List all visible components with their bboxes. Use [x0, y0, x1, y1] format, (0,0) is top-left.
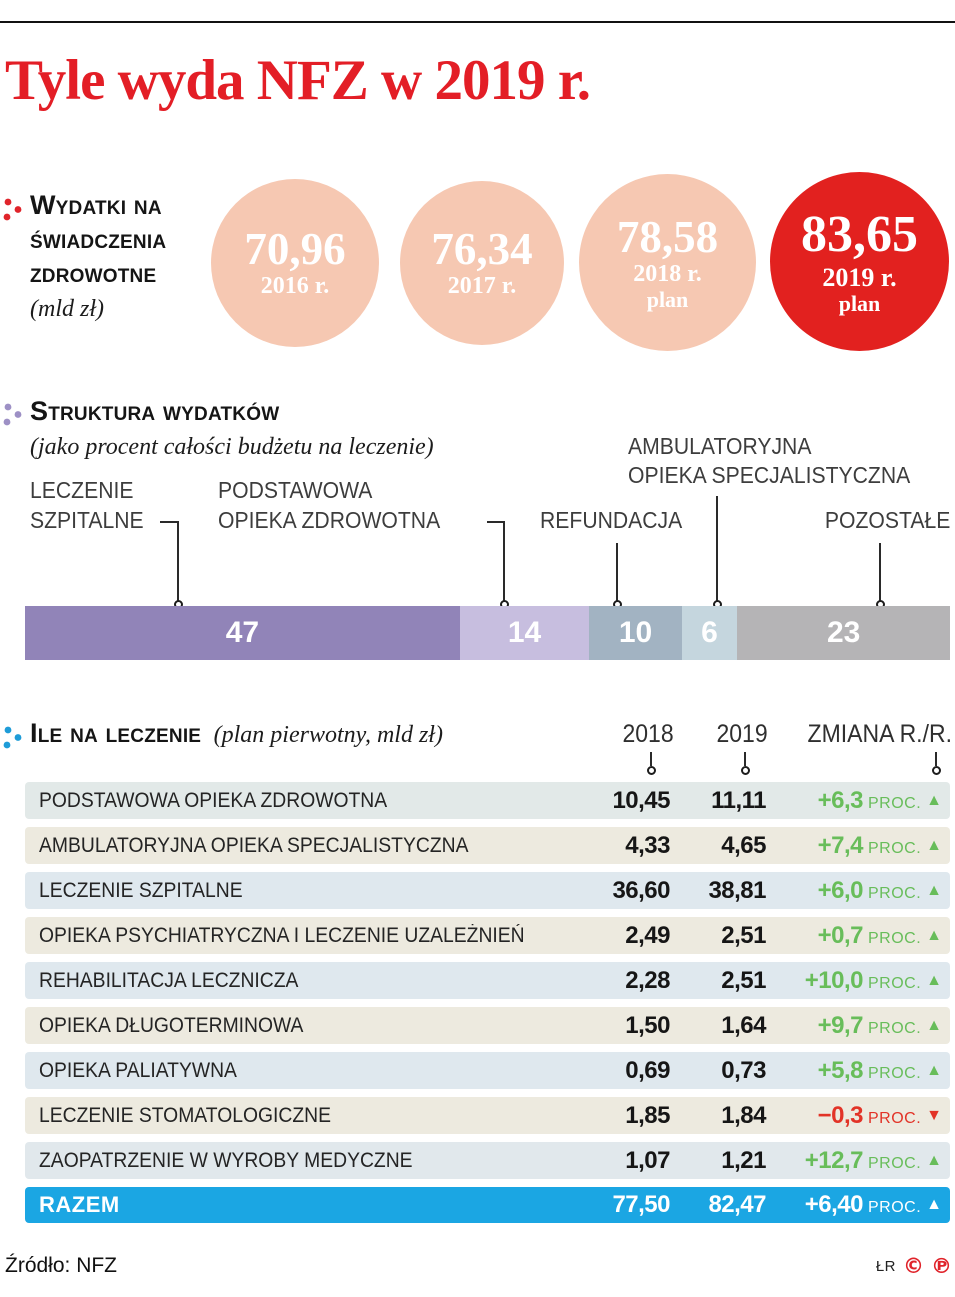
row-change: +5,8 PROC. ▲ — [817, 1056, 942, 1084]
trend-arrow-icon: ▲ — [926, 926, 942, 944]
page-title: Tyle wyda NFZ w 2019 r. — [5, 49, 591, 112]
row-value-2018: 36,60 — [612, 876, 670, 904]
leader-line — [716, 496, 718, 603]
row-change: +6,3 PROC. ▲ — [817, 786, 942, 814]
section-dots-icon — [2, 196, 24, 226]
table-row — [25, 962, 950, 999]
total-label: RAZEM — [39, 1192, 120, 1217]
leader-line — [879, 543, 881, 603]
row-change: −0,3 PROC. ▼ — [817, 1101, 942, 1129]
leader-line — [935, 752, 937, 766]
row-label: LECZENIE STOMATOLOGICZNE — [39, 1103, 331, 1127]
callout-hospital: LECZENIE SZPITALNE — [30, 477, 144, 533]
leader-line — [616, 543, 618, 603]
row-value-2018: 2,28 — [625, 966, 670, 994]
row-label: ZAOPATRZENIE W WYROBY MEDYCZNE — [39, 1148, 413, 1172]
expenses-unit: (mld zł) — [30, 296, 104, 322]
treatment-table — [25, 782, 950, 1223]
circle-value: 83,65 — [801, 206, 918, 264]
spending-circle-2017 — [400, 181, 564, 345]
table-row — [25, 1007, 950, 1044]
leader-line — [744, 752, 746, 766]
trend-arrow-icon: ▲ — [926, 1061, 942, 1079]
section-dots-icon — [2, 724, 24, 754]
spending-circle-2018-plan — [579, 174, 756, 351]
callout-refund: REFUNDACJA — [540, 507, 683, 533]
row-label: AMBULATORYJNA OPIEKA SPECJALISTYCZNA — [39, 833, 469, 857]
column-header-change: ZMIANA R./R. — [807, 720, 952, 748]
table-row — [25, 1052, 950, 1089]
row-value-2019: 1,84 — [721, 1101, 766, 1129]
table-row — [25, 872, 950, 909]
trend-arrow-icon: ▲ — [926, 1196, 942, 1213]
row-change: +0,7 PROC. ▲ — [817, 921, 942, 949]
row-value-2019: 4,65 — [721, 831, 766, 859]
row-value-2018: 1,07 — [625, 1146, 670, 1174]
callout-other: POZOSTAŁE — [824, 507, 950, 533]
column-header-2018: 2018 — [622, 720, 674, 748]
row-change: +12,7 PROC. ▲ — [804, 1146, 942, 1174]
trend-arrow-icon: ▲ — [926, 881, 942, 899]
section-dots-icon — [2, 401, 24, 431]
treatment-subtitle: (plan pierwotny, mld zł) — [213, 722, 443, 748]
trend-arrow-icon: ▲ — [926, 791, 942, 809]
row-value-2019: 11,11 — [711, 786, 766, 814]
row-value-2019: 0,73 — [721, 1056, 766, 1084]
row-label: LECZENIE SZPITALNE — [39, 878, 243, 902]
row-value-2019: 2,51 — [721, 921, 766, 949]
table-row — [25, 1142, 950, 1179]
callout-ambulatory: AMBULATORYJNA OPIEKA SPECJALISTYCZNA — [628, 433, 911, 488]
total-value-2018: 77,50 — [612, 1191, 670, 1218]
bar-segment-ambulatory — [682, 606, 738, 660]
segment-value: 10 — [618, 616, 653, 649]
row-value-2019: 1,21 — [721, 1146, 766, 1174]
circle-year: 2018 r. — [633, 261, 702, 288]
circle-value: 70,96 — [244, 223, 346, 274]
row-change: +10,0 PROC. ▲ — [804, 966, 942, 994]
row-value-2018: 1,50 — [625, 1011, 670, 1039]
row-value-2018: 0,69 — [625, 1056, 670, 1084]
table-row — [25, 782, 950, 819]
spending-circle-2016 — [211, 179, 379, 347]
source-note: Źródło: NFZ — [5, 1254, 118, 1277]
leader-dot — [932, 766, 941, 775]
total-value-2019: 82,47 — [708, 1191, 766, 1218]
segment-value: 6 — [701, 616, 718, 649]
top-rule — [0, 21, 955, 23]
section-expenses-heading — [30, 188, 166, 290]
row-value-2019: 2,51 — [721, 966, 766, 994]
bar-segment-other — [737, 606, 950, 660]
circle-year: 2019 r. — [822, 262, 897, 292]
row-label: OPIEKA PALIATYWNA — [39, 1058, 237, 1082]
spending-circle-2019-plan — [770, 172, 949, 351]
row-label: OPIEKA PSYCHIATRYCZNA I LECZENIE UZALEŻNIEŃ — [39, 923, 525, 947]
circle-plan: plan — [838, 290, 881, 316]
row-change: +9,7 PROC. ▲ — [817, 1011, 942, 1039]
leader-line — [650, 752, 652, 766]
row-value-2018: 10,45 — [612, 786, 670, 814]
heading-line: zdrowotne — [30, 258, 157, 288]
section-treatment-heading: Ile na leczenie (plan pierwotny, mld zł) — [30, 718, 443, 748]
heading-line: świadczenia — [30, 224, 167, 254]
row-change: +7,4 PROC. ▲ — [817, 831, 942, 859]
leader-line — [177, 521, 179, 603]
segment-value: 23 — [826, 616, 861, 649]
section-structure-heading: Struktura wydatków — [30, 396, 280, 426]
circle-year: 2016 r. — [260, 272, 330, 299]
trend-arrow-icon: ▲ — [926, 971, 942, 989]
copyright-icon: © — [903, 1254, 924, 1278]
table-total-row — [25, 1187, 950, 1223]
leader-dot — [741, 766, 750, 775]
author-initials: ŁR — [875, 1258, 896, 1275]
total-change: +6,40 PROC. ▲ — [804, 1191, 942, 1218]
leader-dot — [647, 766, 656, 775]
structure-subtitle: (jako procent całości budżetu na leczenie) — [30, 434, 434, 460]
circle-year: 2017 r. — [447, 272, 517, 299]
phonogram-icon: ℗ — [931, 1254, 952, 1278]
bar-segment-refund — [589, 606, 682, 660]
circle-value: 76,34 — [431, 223, 533, 274]
trend-arrow-icon: ▲ — [926, 1016, 942, 1034]
table-row — [25, 827, 950, 864]
trend-arrow-icon: ▲ — [926, 836, 942, 854]
row-label: OPIEKA DŁUGOTERMINOWA — [39, 1013, 304, 1037]
row-value-2019: 38,81 — [708, 876, 766, 904]
trend-arrow-icon: ▲ — [926, 1151, 942, 1169]
row-value-2018: 1,85 — [625, 1101, 670, 1129]
bar-segment-hospital — [25, 606, 460, 660]
heading-line: Wydatki na — [30, 190, 162, 220]
row-label: REHABILITACJA LECZNICZA — [39, 968, 299, 992]
structure-stacked-bar — [25, 606, 950, 660]
table-row — [25, 917, 950, 954]
row-value-2018: 4,33 — [625, 831, 670, 859]
leader-line — [503, 521, 505, 603]
circle-value: 78,58 — [616, 212, 719, 263]
row-change: +6,0 PROC. ▲ — [817, 876, 942, 904]
trend-arrow-icon: ▼ — [926, 1106, 942, 1124]
column-header-2019: 2019 — [716, 720, 768, 748]
circle-plan: plan — [646, 286, 689, 312]
row-value-2018: 2,49 — [625, 921, 670, 949]
callout-primary-care: PODSTAWOWA OPIEKA ZDROWOTNA — [218, 477, 441, 533]
segment-value: 14 — [507, 616, 542, 649]
segment-value: 47 — [225, 616, 260, 649]
bar-segment-primary-care — [460, 606, 590, 660]
row-label: PODSTAWOWA OPIEKA ZDROWOTNA — [39, 788, 388, 812]
table-row — [25, 1097, 950, 1134]
row-value-2019: 1,64 — [721, 1011, 766, 1039]
credits — [876, 1256, 952, 1277]
